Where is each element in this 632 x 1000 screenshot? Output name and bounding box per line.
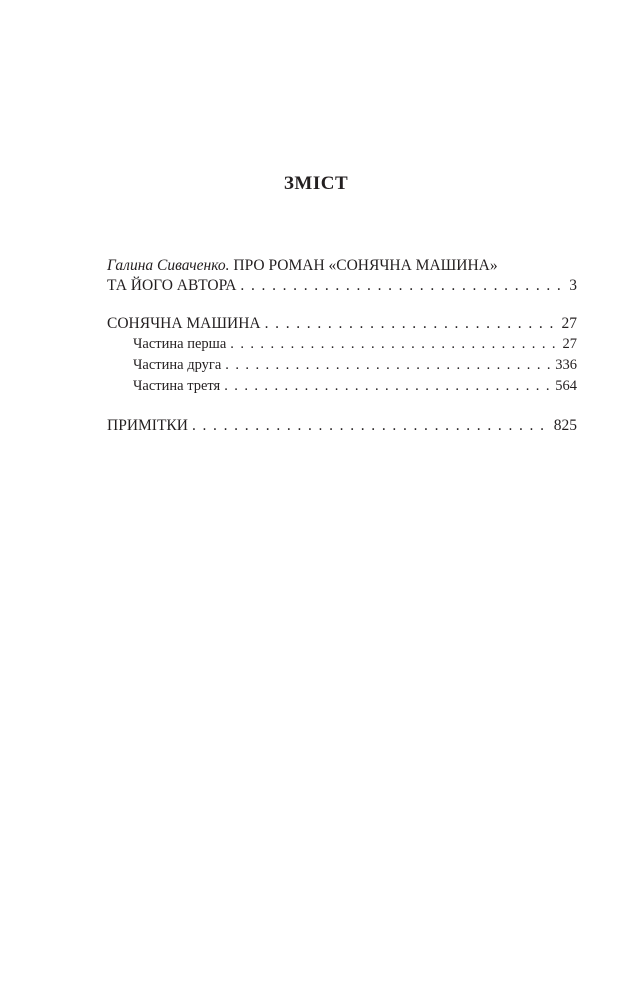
dot-leader: [225, 355, 551, 376]
dot-leader: [224, 376, 551, 397]
toc-entry-notes[interactable]: [107, 416, 577, 436]
toc-part-title: Частина перша: [133, 336, 227, 352]
dot-leader: [230, 334, 558, 355]
toc-entry-part-2[interactable]: [107, 355, 577, 376]
toc-intro-page: 3: [569, 277, 577, 294]
toc-part-title: Частина друга: [133, 357, 222, 373]
toc-entry-novel[interactable]: [107, 314, 577, 334]
toc-entry-part-3[interactable]: [107, 376, 577, 397]
table-of-contents: [107, 256, 577, 436]
toc-novel-title: СОНЯЧНА МАШИНА: [107, 315, 261, 332]
toc-part-page: 27: [562, 336, 577, 352]
toc-intro-line1: [107, 256, 577, 276]
toc-intro-author: Галина Сиваченко.: [107, 257, 230, 274]
page-title: ЗМІСТ: [283, 173, 349, 194]
toc-intro-line2: [107, 276, 577, 296]
toc-part-page: 336: [555, 357, 577, 373]
toc-entry-intro[interactable]: [107, 256, 577, 296]
toc-notes-title: ПРИМІТКИ: [107, 417, 188, 434]
toc-notes-page: 825: [553, 417, 577, 434]
dot-leader: [265, 314, 558, 334]
toc-novel-page: 27: [561, 315, 577, 332]
toc-part-title: Частина третя: [133, 378, 221, 394]
toc-intro-title-cont: ТА ЙОГО АВТОРА: [107, 277, 237, 294]
toc-intro-title: ПРО РОМАН «СОНЯЧНА МАШИНА»: [233, 257, 498, 274]
dot-leader: [240, 276, 565, 296]
toc-entry-part-1[interactable]: [107, 334, 577, 355]
toc-part-page: 564: [555, 378, 577, 394]
dot-leader: [192, 416, 550, 436]
